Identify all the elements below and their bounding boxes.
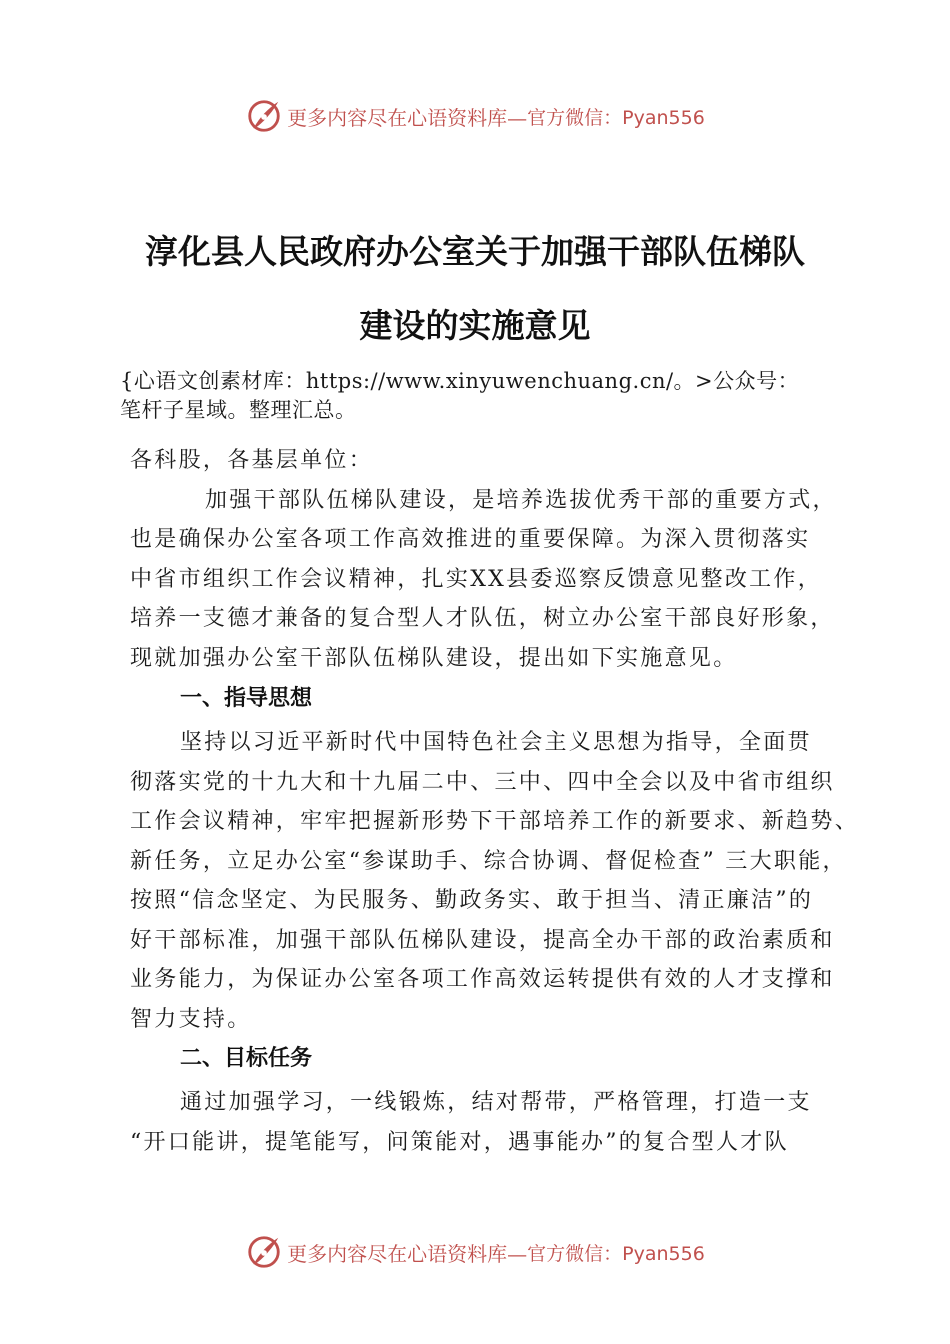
source-note-line-2: 笔杆子星域。整理汇总。 bbox=[120, 398, 357, 422]
intro-line: 中省市组织工作会议精神，扎实XX县委巡察反馈意见整改工作， bbox=[130, 567, 823, 592]
quill-logo-icon bbox=[245, 97, 283, 135]
section1-line: 业务能力，为保证办公室各项工作高效运转提供有效的人才支撑和 bbox=[130, 967, 835, 992]
watermark-banner-top bbox=[0, 94, 950, 138]
watermark-banner-bottom bbox=[0, 1230, 950, 1274]
section1-line: 按照“信念坚定、为民服务、勤政务实、敢于担当、清正廉洁”的 bbox=[130, 888, 814, 913]
section1-line: 好干部标准，加强干部队伍梯队建设，提高全办干部的政治素质和 bbox=[130, 928, 835, 953]
watermark-wechat: 官方微信：Pyan556 bbox=[527, 106, 705, 129]
source-note-line-1: {心语文创素材库：https://www.xinyuwenchuang.cn/。>公众号： bbox=[120, 369, 800, 393]
section1-line: 新任务，立足办公室“参谋助手、综合协调、督促检查” 三大职能， bbox=[130, 849, 847, 874]
salutation: 各科股，各基层单位： bbox=[130, 448, 374, 473]
section1-line: 工作会议精神，牢牢把握新形势下干部培养工作的新要求、新趋势、 bbox=[130, 809, 860, 834]
section1-line: 智力支持。 bbox=[130, 1007, 252, 1032]
document-title-line-2: 建设的实施意见 bbox=[359, 306, 591, 345]
quill-logo-icon bbox=[245, 1233, 283, 1271]
intro-line: 培养一支德才兼备的复合型人才队伍，树立办公室干部良好形象， bbox=[130, 606, 835, 631]
section1-line: 坚持以习近平新时代中国特色社会主义思想为指导，全面贯 bbox=[180, 730, 812, 755]
section2-line: “开口能讲，提笔能写，问策能对，遇事能办”的复合型人才队 bbox=[130, 1130, 789, 1155]
watermark-text: 更多内容尽在心语资料库— bbox=[287, 105, 528, 130]
document-title-line-1: 淳化县人民政府办公室关于加强干部队伍梯队 bbox=[145, 232, 805, 271]
section-heading-goals-tasks: 二、目标任务 bbox=[180, 1046, 313, 1071]
watermark-wechat: 官方微信：Pyan556 bbox=[527, 1242, 705, 1265]
intro-line: 现就加强办公室干部队伍梯队建设，提出如下实施意见。 bbox=[130, 646, 738, 671]
section-heading-guiding-thought: 一、指导思想 bbox=[180, 686, 313, 711]
section2-line: 通过加强学习，一线锻炼，结对帮带，严格管理，打造一支 bbox=[180, 1090, 812, 1115]
intro-line: 加强干部队伍梯队建设，是培养选拔优秀干部的重要方式， bbox=[205, 488, 837, 513]
section1-line: 彻落实党的十九大和十九届二中、三中、四中全会以及中省市组织 bbox=[130, 770, 835, 795]
watermark-text: 更多内容尽在心语资料库— bbox=[287, 1241, 528, 1266]
intro-line: 也是确保办公室各项工作高效推进的重要保障。为深入贯彻落实 bbox=[130, 527, 811, 552]
